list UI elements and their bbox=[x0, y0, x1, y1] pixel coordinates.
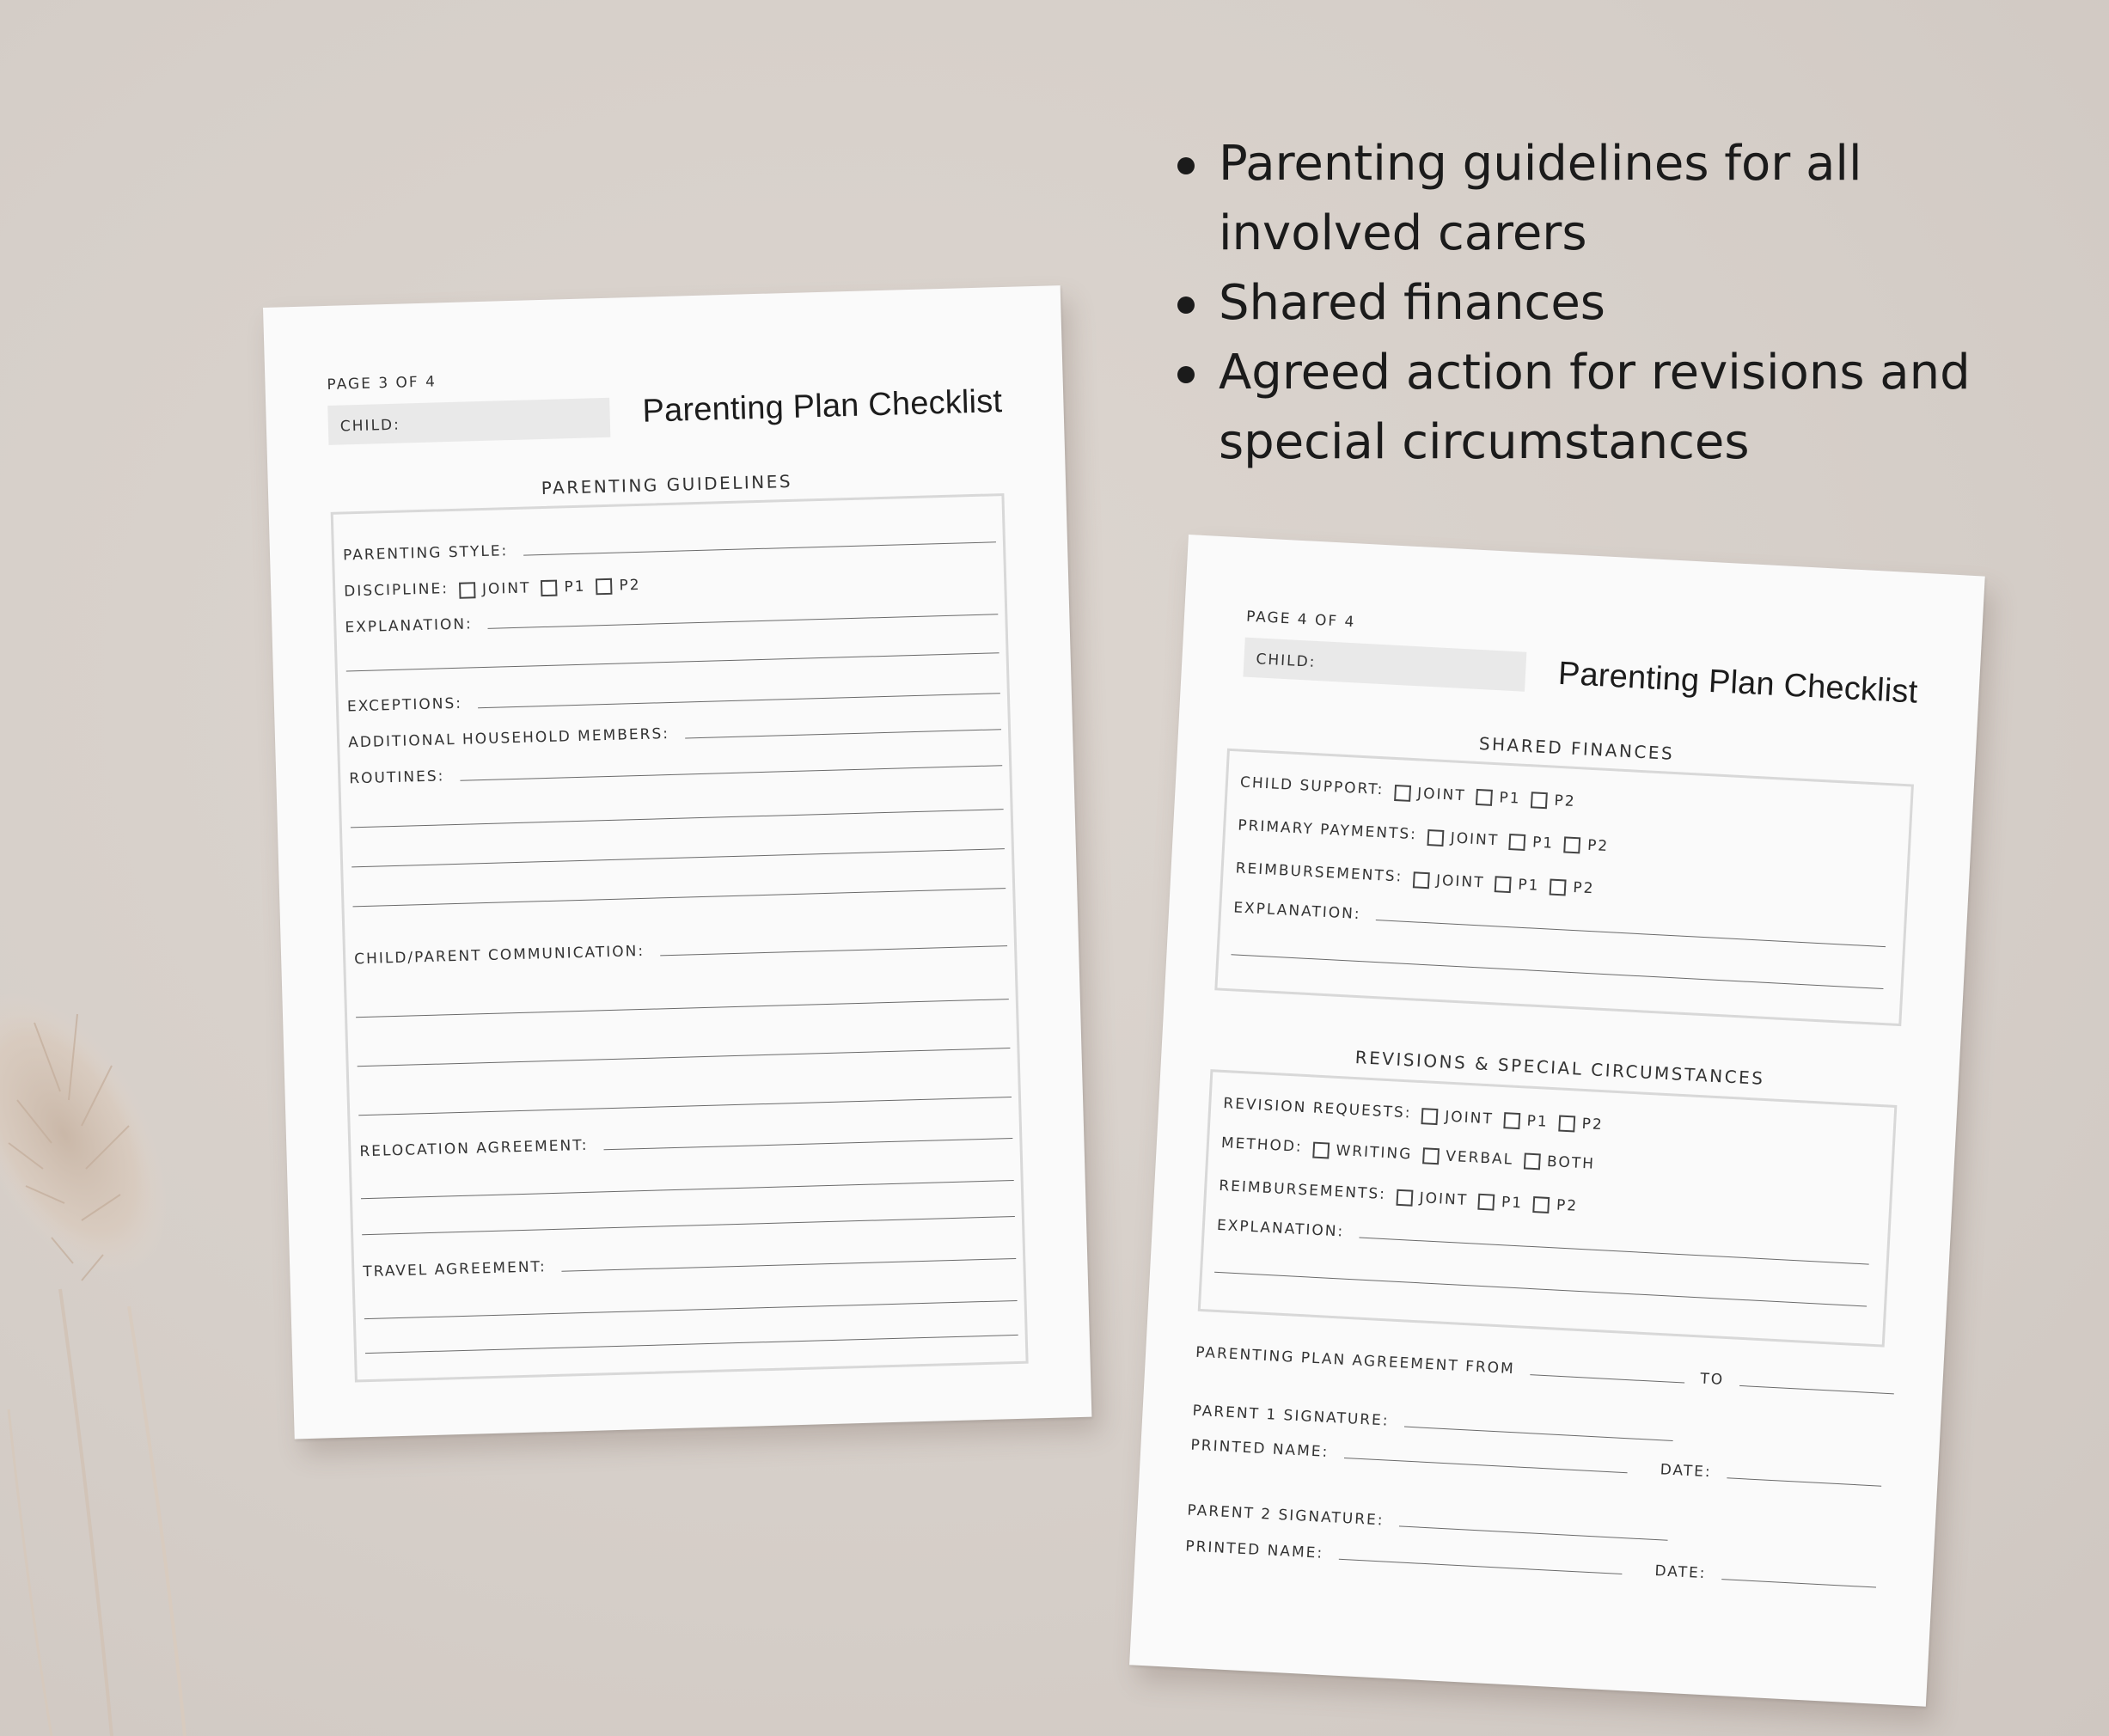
field-label: ADDITIONAL HOUSEHOLD MEMBERS: bbox=[347, 724, 670, 752]
signature-line[interactable] bbox=[1404, 1426, 1672, 1441]
write-line[interactable] bbox=[460, 764, 1002, 781]
option-label: JOINT bbox=[1435, 871, 1486, 892]
bullet-item: Agreed action for revisions and special circumstances bbox=[1177, 338, 2037, 477]
option-label: P2 bbox=[1572, 878, 1595, 898]
field-label: REIMBURSEMENTS: bbox=[1235, 859, 1403, 886]
write-line[interactable] bbox=[523, 541, 996, 555]
checkbox[interactable] bbox=[1394, 784, 1411, 801]
write-line[interactable] bbox=[358, 1048, 1011, 1067]
relocation-row[interactable] bbox=[359, 1118, 1013, 1162]
field-label: EXPLANATION: bbox=[345, 615, 474, 637]
child-name-field[interactable]: CHILD: bbox=[327, 398, 610, 445]
option-label: WRITING bbox=[1335, 1141, 1413, 1164]
revisions-frame bbox=[1198, 1069, 1898, 1347]
option-label: P1 bbox=[1501, 1194, 1524, 1213]
page-number: PAGE 4 OF 4 bbox=[1245, 608, 1356, 632]
write-line[interactable] bbox=[352, 888, 1006, 907]
section-title-shared-finances: SHARED FINANCES bbox=[1478, 733, 1675, 764]
household-row[interactable] bbox=[348, 709, 1002, 753]
field-label: METHOD: bbox=[1220, 1134, 1304, 1156]
bullet-item: Parenting guidelines for all involved carers bbox=[1177, 129, 2037, 268]
option-label: P2 bbox=[1586, 836, 1610, 856]
checkbox[interactable] bbox=[459, 582, 476, 599]
field-label: PARENTING STYLE: bbox=[342, 542, 509, 565]
field-label: EXPLANATION: bbox=[1216, 1216, 1345, 1241]
option-label: JOINT bbox=[1419, 1189, 1469, 1210]
page-number: PAGE 3 OF 4 bbox=[327, 373, 437, 394]
option-label: JOINT bbox=[1450, 829, 1500, 850]
checkbox[interactable] bbox=[1413, 871, 1430, 889]
section-title-revisions: REVISIONS & SPECIAL CIRCUMSTANCES bbox=[1354, 1046, 1766, 1089]
dried-grass-decoration bbox=[0, 928, 275, 1736]
guidelines-frame bbox=[331, 493, 1029, 1382]
discipline-row bbox=[344, 558, 998, 602]
checkbox[interactable] bbox=[1531, 792, 1548, 809]
field-label: PARENT 2 SIGNATURE: bbox=[1187, 1501, 1385, 1530]
checkbox[interactable] bbox=[1558, 1115, 1575, 1132]
agreement-period-row bbox=[1195, 1337, 1883, 1399]
option-label: P1 bbox=[564, 578, 586, 596]
field-label: PRINTED NAME: bbox=[1190, 1436, 1330, 1461]
feature-bullet-list bbox=[1177, 129, 2037, 477]
write-line[interactable] bbox=[685, 728, 1001, 738]
field-label: PRINTED NAME: bbox=[1184, 1537, 1324, 1562]
write-line[interactable] bbox=[361, 1180, 1014, 1199]
field-label: PARENTING PLAN AGREEMENT FROM bbox=[1195, 1343, 1516, 1378]
field-label: ROUTINES: bbox=[349, 767, 445, 788]
option-label: JOINT bbox=[481, 579, 531, 599]
write-line[interactable] bbox=[1360, 1237, 1869, 1265]
option-label: JOINT bbox=[1444, 1108, 1495, 1128]
option-label: P2 bbox=[1556, 1196, 1579, 1215]
option-label: P2 bbox=[1554, 792, 1577, 810]
checkbox[interactable] bbox=[1421, 1108, 1439, 1125]
explanation-row[interactable] bbox=[345, 594, 999, 638]
checkbox[interactable] bbox=[1495, 876, 1512, 893]
field-label: PRIMARY PAYMENTS: bbox=[1237, 816, 1418, 844]
checkbox[interactable] bbox=[1564, 836, 1581, 853]
page-title: Parenting Plan Checklist bbox=[641, 383, 1003, 430]
field-label: CHILD/PARENT COMMUNICATION: bbox=[353, 942, 645, 969]
checkbox[interactable] bbox=[541, 579, 558, 596]
checkbox[interactable] bbox=[1478, 1193, 1495, 1210]
checkbox[interactable] bbox=[1550, 878, 1567, 896]
option-label: P2 bbox=[1581, 1115, 1605, 1134]
write-line[interactable] bbox=[365, 1335, 1018, 1354]
routines-row[interactable] bbox=[349, 745, 1003, 789]
checkbox[interactable] bbox=[1427, 829, 1444, 847]
option-label: P1 bbox=[1517, 876, 1540, 895]
write-line[interactable] bbox=[660, 944, 1007, 956]
date-line[interactable] bbox=[1727, 1476, 1881, 1486]
field-label: REVISION REQUESTS: bbox=[1222, 1095, 1412, 1122]
option-label: P1 bbox=[1531, 834, 1555, 853]
checkbox[interactable] bbox=[596, 578, 613, 595]
field-label: EXPLANATION: bbox=[1232, 899, 1362, 924]
write-line[interactable] bbox=[358, 1097, 1012, 1116]
write-line[interactable] bbox=[488, 613, 998, 629]
field-label: DATE: bbox=[1660, 1461, 1713, 1482]
checkbox[interactable] bbox=[1533, 1196, 1550, 1213]
field-label: DATE: bbox=[1654, 1562, 1707, 1583]
option-label: JOINT bbox=[1416, 785, 1467, 805]
page-title: Parenting Plan Checklist bbox=[1557, 655, 1919, 711]
field-label: REIMBURSEMENTS: bbox=[1218, 1177, 1387, 1204]
finances-frame bbox=[1214, 749, 1914, 1026]
name-line[interactable] bbox=[1339, 1558, 1623, 1574]
parent2-name-row bbox=[1185, 1531, 1873, 1592]
checkbox[interactable] bbox=[1509, 834, 1526, 851]
write-line[interactable] bbox=[364, 1300, 1018, 1319]
end-date-line[interactable] bbox=[1739, 1385, 1894, 1394]
write-line[interactable] bbox=[1231, 954, 1883, 989]
field-label: CHILD SUPPORT: bbox=[1239, 773, 1385, 799]
start-date-line[interactable] bbox=[1530, 1373, 1684, 1383]
write-line[interactable] bbox=[478, 692, 1000, 708]
checklist-page-3 bbox=[263, 285, 1091, 1439]
travel-row[interactable] bbox=[363, 1238, 1017, 1282]
exceptions-row[interactable] bbox=[347, 673, 1001, 717]
checkbox[interactable] bbox=[1476, 788, 1493, 805]
section-title-parenting-guidelines: PARENTING GUIDELINES bbox=[541, 470, 793, 499]
write-line[interactable] bbox=[352, 848, 1005, 867]
checkbox[interactable] bbox=[1422, 1147, 1440, 1164]
date-line[interactable] bbox=[1721, 1578, 1876, 1587]
signature-line[interactable] bbox=[1399, 1525, 1667, 1540]
write-line[interactable] bbox=[1376, 919, 1886, 947]
write-line[interactable] bbox=[562, 1257, 1016, 1272]
name-line[interactable] bbox=[1344, 1457, 1628, 1473]
checklist-page-4 bbox=[1129, 535, 1985, 1707]
parenting-style-row[interactable] bbox=[343, 522, 997, 565]
communication-row[interactable] bbox=[354, 926, 1008, 969]
checkbox[interactable] bbox=[1503, 1112, 1520, 1129]
write-line[interactable] bbox=[351, 809, 1004, 828]
checkbox[interactable] bbox=[1312, 1141, 1330, 1158]
field-label: EXCEPTIONS: bbox=[346, 694, 463, 716]
write-line[interactable] bbox=[604, 1137, 1013, 1150]
option-label: P1 bbox=[1499, 789, 1522, 808]
field-label: RELOCATION AGREEMENT: bbox=[359, 1136, 589, 1161]
write-line[interactable] bbox=[362, 1216, 1015, 1235]
field-label: TO bbox=[1699, 1370, 1725, 1389]
option-label: P2 bbox=[619, 576, 641, 595]
field-label: TRAVEL AGREEMENT: bbox=[363, 1258, 547, 1281]
child-name-field[interactable]: CHILD: bbox=[1243, 638, 1526, 692]
write-line[interactable] bbox=[346, 652, 999, 671]
option-label: P1 bbox=[1526, 1112, 1550, 1131]
option-label: BOTH bbox=[1546, 1152, 1596, 1173]
write-line[interactable] bbox=[1214, 1272, 1867, 1307]
bullet-item: Shared finances bbox=[1177, 268, 2037, 338]
checkbox[interactable] bbox=[1396, 1189, 1413, 1206]
option-label: VERBAL bbox=[1445, 1147, 1514, 1169]
field-label: PARENT 1 SIGNATURE: bbox=[1192, 1402, 1391, 1430]
write-line[interactable] bbox=[356, 999, 1009, 1018]
field-label: DISCIPLINE: bbox=[343, 580, 449, 601]
checkbox[interactable] bbox=[1524, 1152, 1541, 1170]
